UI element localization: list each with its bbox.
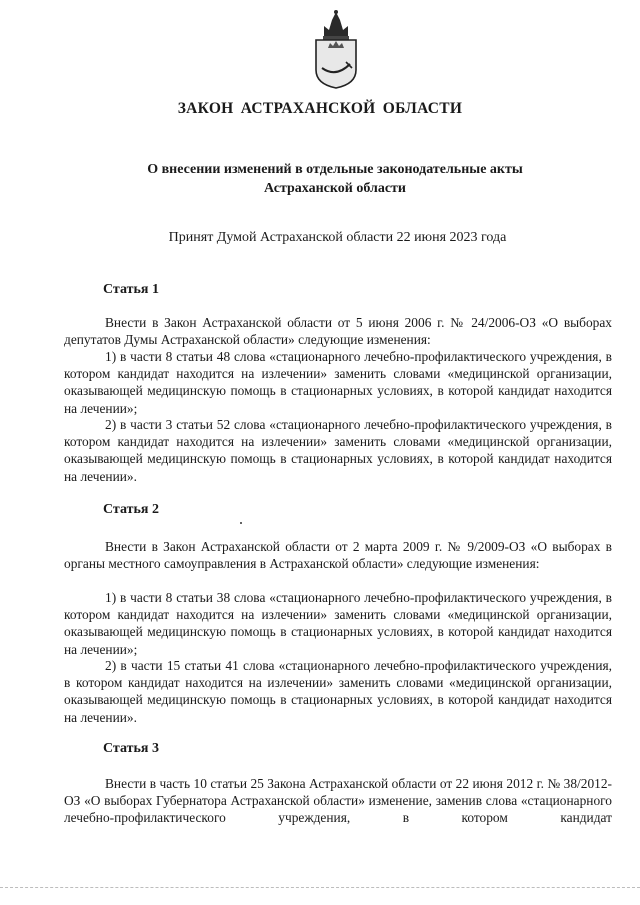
- scan-speck: [240, 522, 242, 524]
- coat-of-arms-icon: [310, 8, 362, 90]
- subtitle-line: О внесении изменений в отдельные законодательные акты: [147, 162, 523, 177]
- adoption-note: Принят Думой Астраханской области 22 июня 2023 года: [168, 230, 507, 245]
- article-heading: Статья 2: [103, 502, 159, 517]
- article-paragraph: 1) в части 8 статьи 48 слова «стационарного лечебно-профилактического учреждения, в котором кандидат находится на излечении» заменить словами «медицинской организации, оказывающей медицинскую помощь в стационарных условиях, в которой кандидат находится на лечении»;: [64, 349, 612, 416]
- page-edge-rule: [0, 887, 640, 888]
- article-paragraph: Внести в часть 10 статьи 25 Закона Астраханской области от 22 июня 2012 г. № 38/2012-ОЗ «О выборах Губернатора Астраханской области» изменение, заменив слова «стационарного лечебно-профилактического учреждения, в котором кандидат: [64, 776, 612, 826]
- article-paragraph: Внести в Закон Астраханской области от 5 июня 2006 г. № 24/2006-ОЗ «О выборах депутатов Думы Астраханской области» следующие изменения:: [64, 315, 612, 348]
- law-subtitle: [80, 160, 590, 198]
- article-paragraph: 2) в части 15 статьи 41 слова «стационарного лечебно-профилактического учреждения, в котором кандидат находится на излечении» заменить словами «медицинской организации, оказывающей медицинскую помощь в стационарных условиях, в которой кандидат находится на лечении».: [64, 658, 612, 725]
- article-heading: Статья 3: [103, 741, 159, 756]
- law-title: ЗАКОН АСТРАХАНСКОЙ ОБЛАСТИ: [177, 100, 463, 117]
- subtitle-line: Астраханской области: [263, 181, 407, 196]
- article-paragraph: 1) в части 8 статьи 38 слова «стационарного лечебно-профилактического учреждения, в котором кандидат находится на излечении» заменить словами «медицинской организации, оказывающей медицинскую помощь в стационарных условиях, в которой кандидат находится на лечении»;: [64, 590, 612, 657]
- article-heading: Статья 1: [103, 282, 159, 297]
- article-paragraph: Внести в Закон Астраханской области от 2 марта 2009 г. № 9/2009-ОЗ «О выборах в органы местного самоуправления в Астраханской области» следующие изменения:: [64, 539, 612, 572]
- article-paragraph: 2) в части 3 статьи 52 слова «стационарного лечебно-профилактического учреждения, в котором кандидат находится на излечении» заменить словами «медицинской организации, оказывающей медицинскую помощь в стационарных условиях, в которой кандидат находится на лечении».: [64, 417, 612, 484]
